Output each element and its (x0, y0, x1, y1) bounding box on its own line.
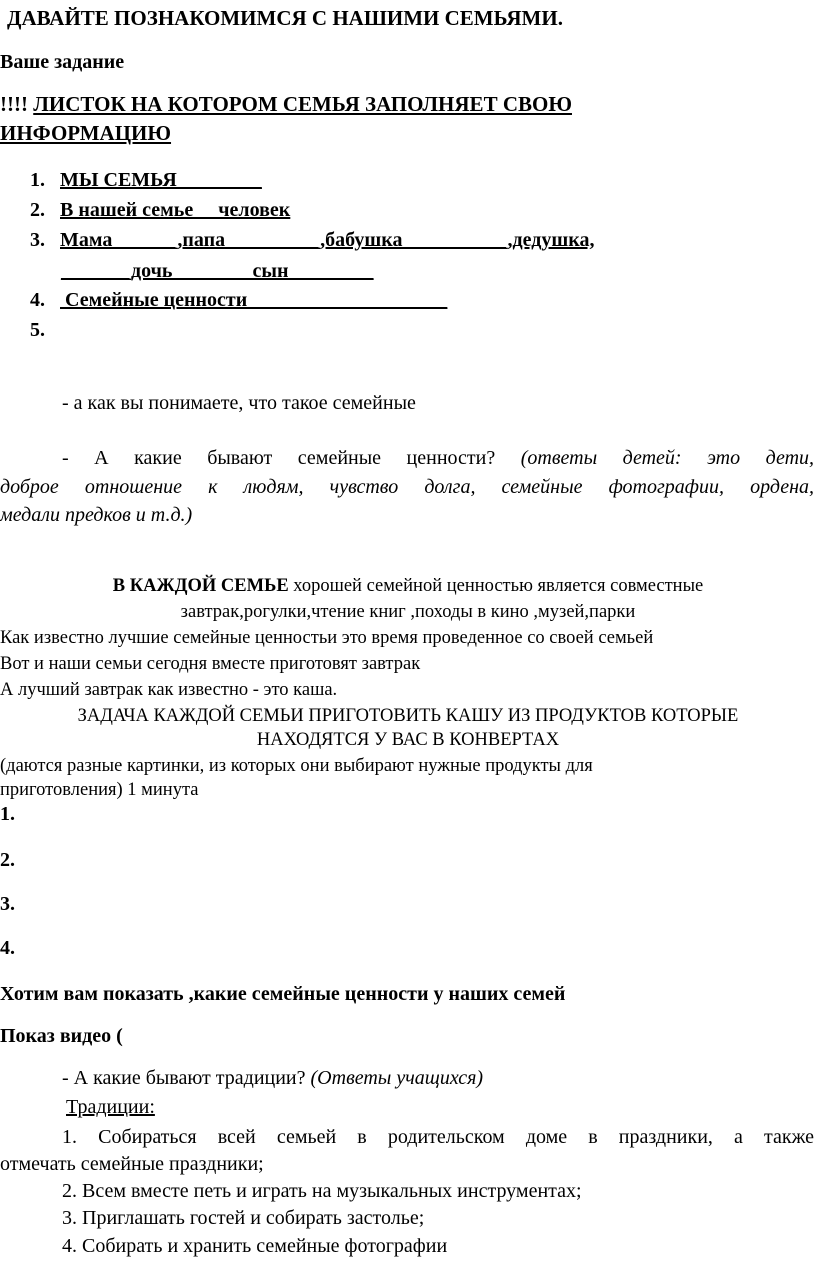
question-1: - а как вы понимаете, что такое семейные (62, 392, 416, 414)
task-label: Ваше задание (0, 51, 125, 73)
traditions-question (62, 1068, 483, 1088)
form-item-text: Семейные ценности____________________ (60, 289, 448, 311)
video-heading: Показ видео ( (0, 1025, 123, 1047)
hint-line2: приготовления) 1 минута (0, 780, 199, 800)
traditions-question-answer: (Ответы учащихся) (310, 1067, 484, 1089)
sheet-heading-line1 (0, 94, 572, 115)
form-item-number: 2. (30, 199, 45, 221)
plain-line: Как известно лучшие семейные ценностьи это время проведенное со своей семьей (0, 628, 654, 648)
center-block-line2: завтрак,рогулки,чтение книг ,походы в кино ,музей,парки (180, 602, 636, 622)
sheet-heading-text: ЛИСТОК НА КОТОРОМ СЕМЬЯ ЗАПОЛНЯЕТ СВОЮ (33, 92, 572, 116)
task-caps-line2: НАХОДЯТСЯ У ВАС В КОНВЕРТАХ (256, 730, 560, 750)
tradition-item: 1. Собираться всей семьей в родительском доме в праздники, а также (62, 1126, 814, 1148)
plain-line: А лучший завтрак как известно - это каша. (0, 680, 338, 700)
plain-line: Вот и наши семьи сегодня вместе приготовят завтрак (0, 654, 421, 674)
task-caps-line1: ЗАДАЧА КАЖДОЙ СЕМЬИ ПРИГОТОВИТЬ КАШУ ИЗ ПРОДУКТОВ КОТОРЫЕ (77, 706, 739, 726)
sheet-heading-line2: ИНФОРМАЦИЮ (0, 121, 172, 145)
form-item (30, 230, 594, 250)
sheet-heading-prefix: !!!! (0, 92, 34, 116)
form-item-number: 5. (30, 319, 45, 341)
traditions-label: Традиции: (66, 1096, 155, 1118)
form-item-text: В нашей семье __человек (60, 199, 291, 221)
form-item-continuation: _______дочь________сын ________ (61, 260, 374, 282)
question-2-line3: медали предков и т.д.) (0, 504, 193, 526)
hint-line1: (даются разные картинки, из которых они выбирают нужные продукты для (0, 756, 593, 776)
form-item-number: 4. (30, 289, 45, 311)
form-item (30, 290, 447, 310)
blank-number: 4. (0, 937, 15, 959)
form-item (30, 320, 60, 340)
page-title: ДАВАЙТЕ ПОЗНАКОМИМСЯ С НАШИМИ СЕМЬЯМИ. (7, 6, 563, 30)
center-block-rest: хорошей семейной ценностью является совместные (288, 576, 704, 596)
blank-number: 1. (0, 803, 15, 825)
tradition-item: 4. Собирать и хранить семейные фотографии (62, 1235, 448, 1257)
form-item (30, 170, 262, 190)
blank-number: 3. (0, 893, 15, 915)
show-heading: Хотим вам показать ,какие семейные ценности у наших семей (0, 983, 566, 1005)
center-block-line1 (0, 577, 816, 596)
question-2-line2: доброе отношение к людям, чувство долга, семейные фотографии, ордена, (0, 476, 814, 498)
form-item-number: 3. (30, 229, 45, 251)
form-item (30, 200, 290, 220)
blank-number: 2. (0, 849, 15, 871)
form-item-text: Мама ______,папа _________,бабушка __________,дедушка, (60, 229, 595, 251)
question-2-answer: (ответы детей: это дети, (520, 447, 815, 469)
tradition-item-continuation: отмечать семейные праздники; (0, 1153, 264, 1175)
form-item-text: МЫ СЕМЬЯ ________ (60, 169, 262, 191)
tradition-item: 2. Всем вместе петь и играть на музыкальных инструментах; (62, 1180, 582, 1202)
question-2-line1 (62, 448, 814, 468)
question-2-lead: - А какие бывают семейные ценности? (62, 447, 496, 469)
traditions-question-text: - А какие бывают традиции? (62, 1067, 306, 1089)
form-item-number: 1. (30, 169, 45, 191)
center-block-bold: В КАЖДОЙ СЕМЬЕ (112, 576, 289, 596)
tradition-item: 3. Приглашать гостей и собирать застолье; (62, 1207, 425, 1229)
